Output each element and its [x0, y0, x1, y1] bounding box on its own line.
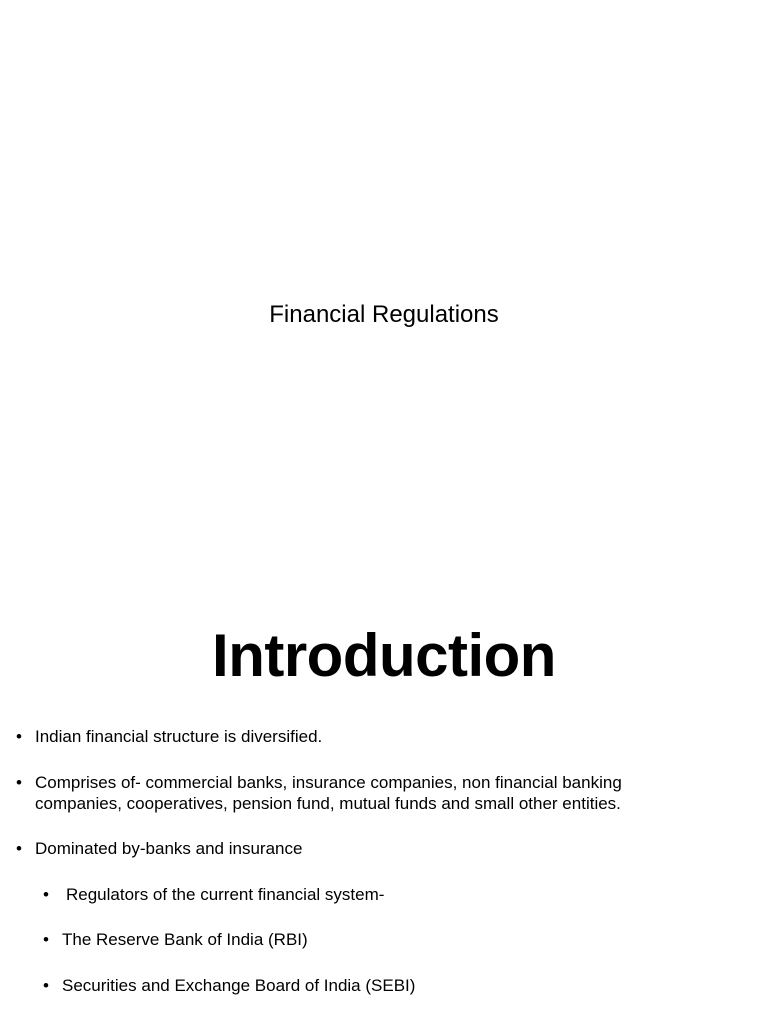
sub-bullet-text: Securities and Exchange Board of India (SEBI)	[62, 976, 416, 995]
sub-bullet-text: The Reserve Bank of India (RBI)	[62, 930, 308, 949]
sub-bullet-item	[43, 929, 663, 950]
bullet-text: Comprises of- commercial banks, insurance companies, non financial banking companies, cooperatives, pension fund, mutual funds and small other entities.	[35, 773, 622, 813]
bullet-item	[16, 772, 676, 814]
sub-bullet-text: Regulators of the current financial system-	[66, 885, 385, 904]
bullet-item	[16, 726, 676, 747]
slide-title: Financial Regulations	[269, 301, 499, 328]
sub-bullet-item	[43, 884, 663, 905]
bullet-item	[16, 838, 676, 859]
section-heading: Introduction	[212, 622, 556, 689]
sub-bullet-item	[43, 975, 663, 996]
bullet-text: Indian financial structure is diversified.	[35, 727, 323, 746]
bullet-text: Dominated by-banks and insurance	[35, 839, 303, 858]
